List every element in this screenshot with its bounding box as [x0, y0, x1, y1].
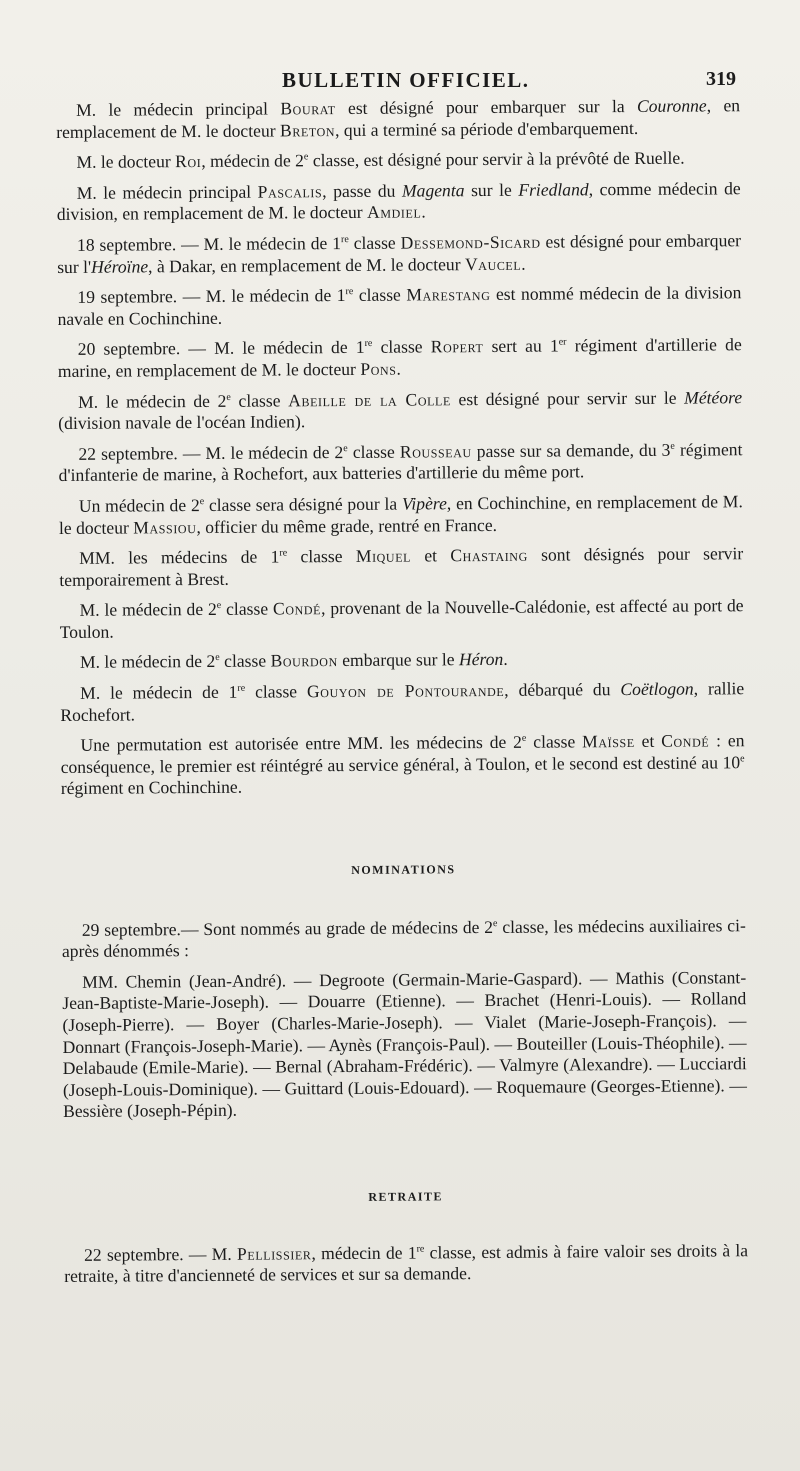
ship-name: Héroïne	[91, 255, 149, 277]
ship-name: Couronne	[636, 95, 707, 116]
paragraph-nominations-list: MM. Chemin (Jean-André). — Degroote (Germain-Marie-Gaspard). — Mathis (Constant-Jean-Baptiste-Marie-Joseph). — Douarre (Etienne). — Brachet (Henri-Louis). — Rolland (Joseph-Pierre). — Boyer (Charles-Marie-Joseph). — Vialet (Marie-Joseph-François). — Donnart (François-Joseph-Marie). — Aynès (François-Paul). — Bouteiller (Louis-Théophile). — Delabaude (Emile-Marie). — Bernal (Abraham-Frédéric). — Valmyre (Alexandre). — Lucciardi (Joseph-Louis-Dominique). — Guittard (Louis-Edouard). — Roquemaure (Georges-Etienne). — Bessière (Joseph-Pépin).	[62, 967, 747, 1122]
person-name: Condé	[661, 730, 710, 752]
text-run: est nommé médecin de la division navale en Cochinchine.	[57, 282, 742, 329]
ship-name: Héron	[458, 649, 504, 670]
text-run: régiment d'infanterie de marine, à Rochefort, aux batteries d'artillerie du même port.	[58, 438, 743, 486]
text-run: M. le médecin principal	[75, 98, 281, 120]
person-name: Chastaing	[450, 544, 528, 566]
person-name: Ropert	[430, 336, 484, 357]
text-run: , rallie Rochefort.	[60, 678, 745, 725]
superscript: e	[199, 496, 205, 508]
text-run: M. le médecin de 2	[78, 390, 227, 412]
text-run: classe	[245, 681, 308, 702]
page-number: 319	[706, 68, 736, 90]
ship-name: Météore	[684, 386, 743, 408]
text-run: 19 septembre. — M. le médecin de 1	[77, 285, 346, 308]
text-run: 18 septembre. — M. le médecin de 1	[76, 232, 342, 255]
person-name: Marestang	[406, 284, 491, 305]
text-run: .	[521, 253, 526, 274]
text-run: classe, est admis à faire valoir ses droits à la retraite, à titre d'ancienneté de services et sur sa demande.	[64, 1239, 749, 1287]
text-run: .	[503, 649, 508, 670]
text-run: classe	[287, 546, 356, 567]
person-name: Bourat	[280, 98, 336, 119]
text-run: Une permutation est autorisée entre MM. les médecins de 2	[80, 732, 523, 756]
paragraph-dessemond-sicard	[57, 230, 741, 278]
person-name: Abeille de la Colle	[288, 388, 451, 410]
person-name: Dessemond-Sicard	[400, 231, 541, 253]
section-heading-retraite: RETRAITE	[368, 1189, 444, 1204]
text-run: M. le docteur	[76, 151, 176, 173]
superscript: e	[670, 440, 675, 452]
text-run: classe	[353, 284, 407, 306]
superscript: e	[303, 151, 309, 163]
paragraph-marestang	[57, 282, 741, 330]
text-run: classe	[230, 389, 289, 411]
text-run: classe	[526, 731, 583, 752]
person-name: Breton	[279, 119, 336, 141]
text-run: : en conséquence, le premier est réintégré au service général, à Toulon, et le second est destiné au 10	[60, 730, 745, 777]
superscript: re	[279, 547, 288, 559]
text-run: .	[421, 201, 426, 222]
person-name: Massiou	[133, 516, 197, 537]
ship-name: Vipère	[401, 493, 447, 514]
text-run: M. le médecin de 2	[79, 651, 216, 673]
text-run: 20 septembre. — M. le médecin de 1	[77, 337, 365, 360]
superscript: er	[558, 336, 567, 348]
paragraph-roi	[56, 147, 740, 173]
paragraph-permutation	[60, 730, 744, 800]
text-run: est désigné pour embarquer sur l'	[57, 230, 742, 277]
text-run: 29 septembre.— Sont nommés au grade de médecins de 2	[81, 916, 494, 940]
ship-name: Friedland	[518, 179, 589, 200]
paragraph-rousseau	[58, 439, 742, 487]
person-name: Amdiel	[366, 201, 422, 223]
paragraph-bourdon	[60, 648, 744, 674]
ship-name: Magenta	[401, 179, 465, 201]
person-name: Bourdon	[270, 650, 338, 671]
superscript: e	[492, 917, 498, 929]
superscript: e	[521, 733, 527, 745]
text-run: et	[410, 545, 451, 566]
person-name: Pellissier	[236, 1242, 312, 1264]
text-run: régiment d'artillerie de marine, en remplacement de M. le docteur	[57, 334, 742, 381]
superscript: e	[215, 652, 220, 664]
text-run: classe, est désigné pour servir à la prévôté de Ruelle.	[308, 147, 685, 171]
text-run: classe sera désigné pour la	[204, 493, 402, 515]
person-name: Rousseau	[399, 440, 472, 462]
text-run: classe	[221, 598, 274, 620]
person-name: Vaucel	[464, 253, 522, 274]
text-run: embarque sur le	[337, 649, 460, 671]
person-name: Miquel	[355, 545, 412, 567]
text-run: M. le médecin de 1	[80, 681, 238, 703]
paragraph-abeille	[58, 387, 742, 435]
superscript: re	[416, 1243, 425, 1255]
paragraph-retraite	[64, 1240, 748, 1288]
superscript: e	[216, 600, 222, 612]
text-run: classe	[219, 650, 271, 672]
text-run: est désigné pour servir sur le	[450, 387, 685, 409]
paragraph-conde	[59, 595, 743, 643]
running-header	[0, 68, 800, 98]
text-run: .	[396, 358, 401, 379]
text-run: sur le	[464, 179, 519, 200]
superscript: e	[740, 753, 745, 765]
superscript: re	[340, 234, 349, 246]
paragraph-nominations-intro	[62, 915, 746, 963]
person-name: Condé	[272, 598, 322, 619]
paragraph-gouyon	[60, 678, 744, 726]
text-run: régiment en Cochinchine.	[60, 777, 243, 799]
paragraph-miquel-chastaing	[59, 543, 743, 591]
person-name: Roi	[175, 151, 202, 172]
text-run: , à Dakar, en remplacement de M. le docteur	[148, 253, 466, 276]
text-run: M. le médecin de 2	[79, 599, 217, 621]
text-run: , officier du même grade, rentré en France.	[196, 514, 498, 537]
superscript: re	[364, 338, 373, 350]
text-run: et	[634, 731, 662, 752]
paragraph-vipere	[59, 491, 743, 539]
section-heading-nominations: NOMINATIONS	[351, 862, 456, 877]
text-run: classe	[348, 232, 401, 253]
text-run: , provenant de la Nouvelle-Calédonie, est affecté au port de Toulon.	[59, 595, 744, 642]
superscript: e	[226, 391, 231, 403]
text-run: , médecin de 2	[201, 150, 304, 172]
text-run: classe, les médecins auxiliaires ci-après dénommés :	[61, 914, 746, 962]
person-name: Pons	[360, 358, 397, 379]
ship-name: Coëtlogon	[620, 678, 694, 700]
body-text	[56, 95, 748, 1296]
text-run: , en remplacement de M. le docteur	[56, 95, 741, 142]
superscript: re	[345, 286, 354, 298]
text-run: est désigné pour embarquer sur la	[335, 95, 638, 119]
person-name: Gouyon de Pontourande	[306, 679, 505, 702]
person-name: Pascalis	[257, 180, 323, 202]
text-run: (division navale de l'océan Indien).	[58, 411, 306, 434]
text-run: sert au 1	[483, 335, 559, 357]
paragraph-ropert	[58, 335, 742, 383]
text-run: , passe du	[322, 180, 403, 201]
paragraph-bourat	[56, 95, 740, 143]
text-run: M. le médecin principal	[76, 181, 258, 203]
text-run: sont désignés pour servir temporairement à Brest.	[59, 543, 744, 590]
text-run: 22 septembre. — M. le médecin de 2	[78, 441, 344, 464]
text-run: , en Cochinchine, en remplacement de M. le docteur	[58, 491, 743, 538]
text-run: , comme médecin de division, en remplacement de M. le docteur	[56, 178, 741, 225]
paragraph-pascalis	[57, 178, 741, 226]
text-run: 22 septembre. — M.	[83, 1243, 238, 1265]
superscript: e	[343, 442, 348, 454]
text-run: MM. les médecins de 1	[79, 546, 280, 568]
person-name: Maïsse	[582, 731, 635, 752]
text-run: Un médecin de 2	[78, 494, 200, 516]
text-run: , qui a terminé sa période d'embarquement.	[335, 117, 639, 140]
text-run: , médecin de 1	[311, 1242, 417, 1263]
text-run: classe	[372, 336, 431, 358]
superscript: re	[237, 682, 246, 694]
text-run: classe	[347, 441, 400, 462]
text-run: passe sur sa demande, du 3	[471, 439, 671, 461]
text-run: , débarqué du	[504, 679, 621, 700]
page-title: BULLETIN OFFICIEL.	[282, 68, 530, 92]
